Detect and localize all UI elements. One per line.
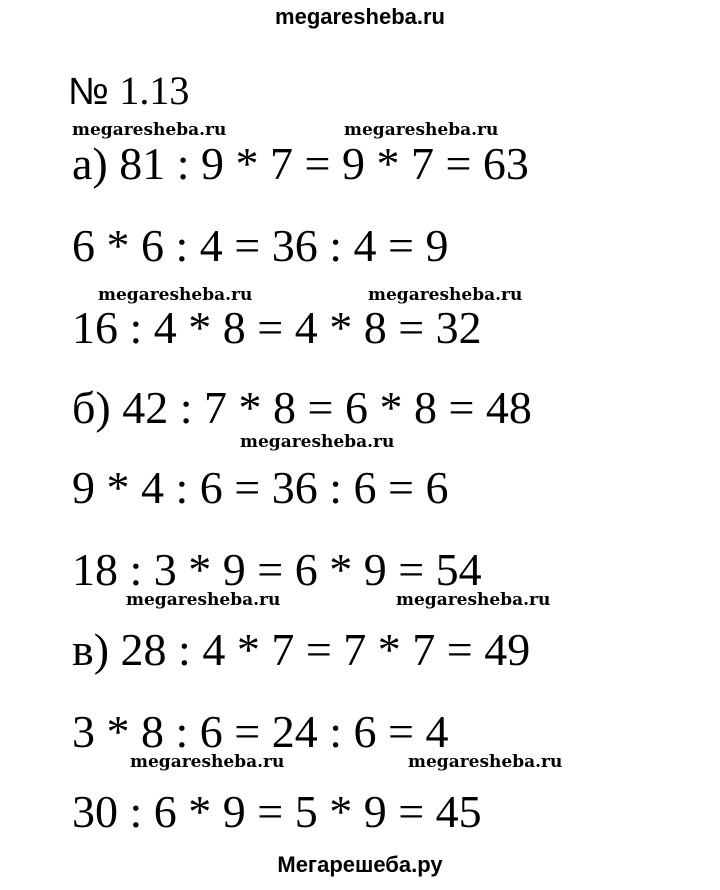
equation-line: 9 * 4 : 6 = 36 : 6 = 6 (72, 462, 449, 513)
equation-line: 18 : 3 * 9 = 6 * 9 = 54 (72, 544, 482, 595)
watermark: megaresheba.ru (240, 432, 395, 452)
site-header: megaresheba.ru (275, 4, 445, 29)
watermark: megaresheba.ru (126, 590, 281, 610)
equation-line: 16 : 4 * 8 = 4 * 8 = 32 (72, 302, 482, 353)
equation-line: 30 : 6 * 9 = 5 * 9 = 45 (72, 786, 482, 837)
watermark: megaresheba.ru (98, 285, 253, 305)
equation-line: 6 * 6 : 4 = 36 : 4 = 9 (72, 220, 449, 271)
equation-line: 3 * 8 : 6 = 24 : 6 = 4 (72, 706, 449, 757)
site-footer: Мегарешеба.ру (277, 852, 443, 877)
watermark: megaresheba.ru (72, 120, 227, 140)
watermark: megaresheba.ru (344, 120, 499, 140)
number-sign: № (68, 71, 109, 113)
equation-line: а) 81 : 9 * 7 = 9 * 7 = 63 (72, 138, 529, 189)
task-title (68, 68, 189, 115)
watermark: megaresheba.ru (130, 752, 285, 772)
watermark: megaresheba.ru (396, 590, 551, 610)
task-number: 1.13 (119, 68, 190, 113)
equation-line: в) 28 : 4 * 7 = 7 * 7 = 49 (72, 624, 531, 675)
watermark: megaresheba.ru (368, 285, 523, 305)
equation-line: б) 42 : 7 * 8 = 6 * 8 = 48 (72, 382, 532, 433)
watermark: megaresheba.ru (408, 752, 563, 772)
